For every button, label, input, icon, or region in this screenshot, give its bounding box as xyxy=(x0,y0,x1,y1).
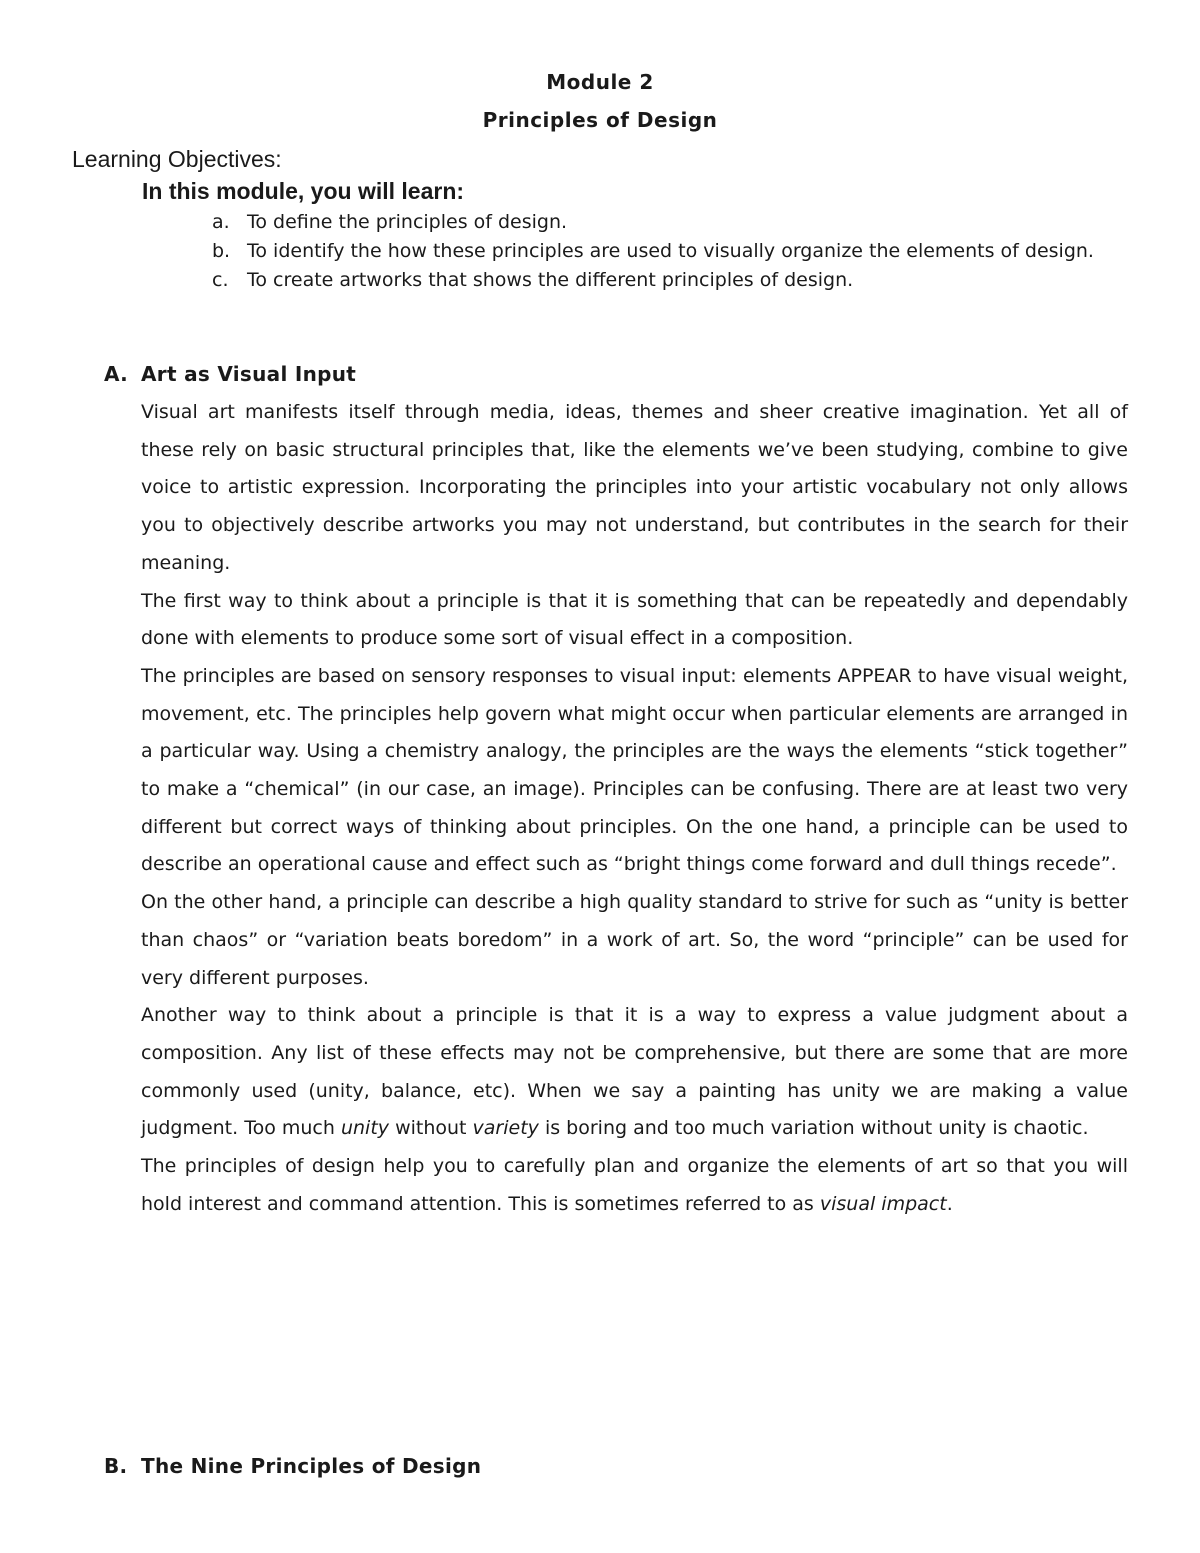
list-marker: b. xyxy=(212,240,231,262)
list-item xyxy=(212,208,1132,237)
objective-text: To identify the how these principles are used to visually organize the elements of design. xyxy=(247,240,1094,262)
text-run: without xyxy=(389,1117,473,1140)
list-marker: c. xyxy=(212,269,229,291)
paragraph: The principles are based on sensory responses to visual input: elements APPEAR to have visual weight, movement, etc. The principles help govern what might occur when particular elements are arranged in a particular way. Using a chemistry analogy, the principles are the ways the elements “stick together” to make a “chemical” (in our case, an image). Principles can be confusing. There are at least two very different but correct ways of thinking about principles. On the one hand, a principle can be used to describe an operational cause and effect such as “bright things come forward and dull things recede”. xyxy=(141,664,1128,876)
text-run: Another way to think about a principle is that it is a way to express a value judgment about a composition. Any list of these effects may not be comprehensive, but there are some that are more commonly used (unity, balance, etc). When we say a painting has unity we are making a value judgment. Too much xyxy=(141,1004,1128,1140)
learning-objectives-intro: In this module, you will learn: xyxy=(142,178,465,204)
section-letter: A. xyxy=(104,362,129,386)
paragraph xyxy=(141,997,1128,1148)
paragraph: Visual art manifests itself through media, ideas, themes and sheer creative imagination. Yet all of these rely on basic structural principles that, like the elements we’ve been studying, combine to give voice to artistic expression. Incorporating the principles into your artistic vocabulary not only allows you to objectively describe artworks you may not understand, but contributes in the search for their meaning. xyxy=(141,401,1128,574)
section-title: Art as Visual Input xyxy=(141,362,357,386)
list-marker: a. xyxy=(212,211,230,233)
section-b-heading xyxy=(104,1454,481,1478)
section-a-body xyxy=(141,394,1128,1223)
list-item xyxy=(212,237,1132,266)
list-item xyxy=(212,266,1132,295)
learning-objectives-heading: Learning Objectives: xyxy=(72,146,282,172)
paragraph: The first way to think about a principle is that it is something that can be repeatedly and dependably done with elements to produce some sort of visual effect in a composition. xyxy=(141,589,1128,650)
module-number: Module 2 xyxy=(546,70,654,94)
module-title: Principles of Design xyxy=(482,108,718,132)
emphasis-unity: unity xyxy=(340,1117,390,1140)
section-a-heading xyxy=(104,362,356,386)
objective-text: To create artworks that shows the different principles of design. xyxy=(247,269,854,291)
emphasis-visual-impact: visual impact xyxy=(819,1192,947,1215)
emphasis-variety: variety xyxy=(472,1117,539,1140)
text-run: The principles of design help you to carefully plan and organize the elements of art so that you will hold interest and command attention. This is sometimes referred to as xyxy=(141,1155,1128,1215)
paragraph: On the other hand, a principle can describe a high quality standard to strive for such as “unity is better than chaos” or “variation beats boredom” in a work of art. So, the word “principle” can be used for very different purposes. xyxy=(141,891,1128,989)
section-letter: B. xyxy=(104,1454,128,1478)
section-title: The Nine Principles of Design xyxy=(141,1454,482,1478)
text-run: is boring and too much variation without unity is chaotic. xyxy=(538,1117,1089,1140)
objectives-list xyxy=(212,208,1132,295)
objective-text: To define the principles of design. xyxy=(247,211,568,233)
paragraph xyxy=(141,1148,1128,1223)
text-run: . xyxy=(946,1192,953,1215)
